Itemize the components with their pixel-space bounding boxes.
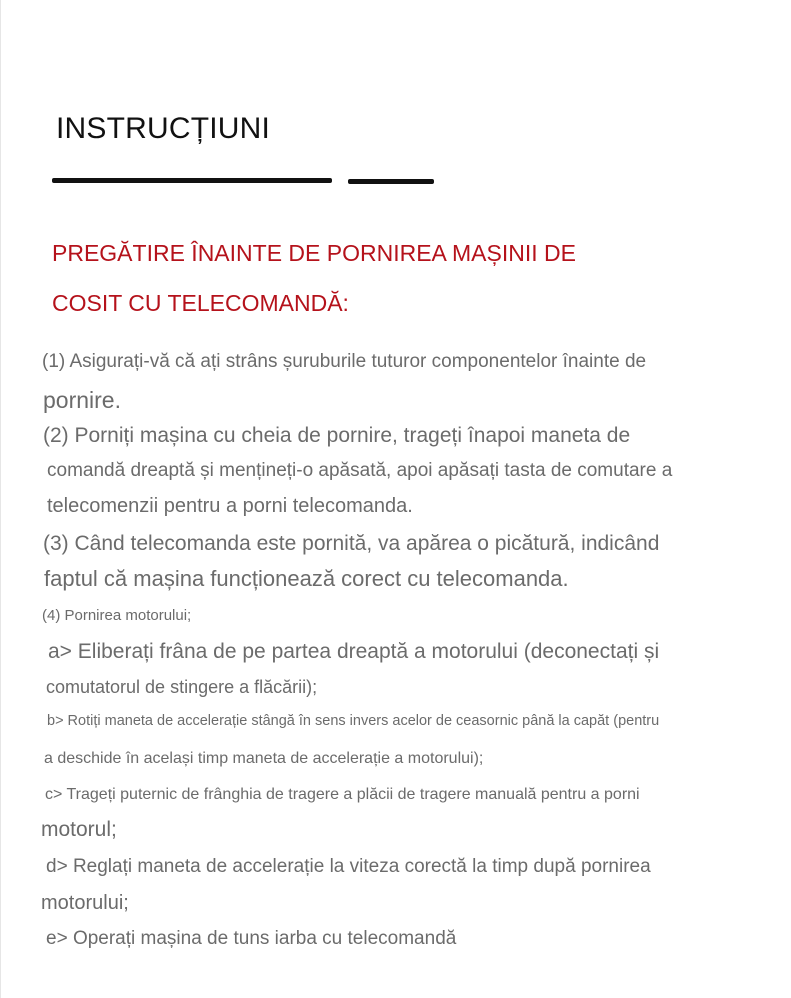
instruction-line: (2) Porniți mașina cu cheia de pornire, trageți înapoi maneta de [43, 424, 631, 447]
instruction-line: a deschide în același timp maneta de accelerație a motorului); [44, 750, 484, 767]
instruction-line: comutatorul de stingere a flăcării); [46, 677, 318, 697]
instruction-line: pornire. [43, 387, 121, 413]
instruction-line: faptul că mașina funcționează corect cu telecomanda. [44, 566, 569, 591]
instruction-line: (1) Asigurați-vă că ați strâns șuruburile tuturor componentelor înainte de [42, 351, 647, 372]
instruction-line: motorul; [41, 818, 117, 841]
instruction-line: b> Rotiți maneta de accelerație stângă în sens invers acelor de ceasornic până la capăt (pentru [47, 713, 660, 729]
instruction-line: a> Eliberați frâna de pe partea dreaptă a motorului (deconectați și [48, 640, 660, 663]
instruction-line: motorului; [41, 892, 129, 914]
title-underline-short [348, 179, 434, 184]
instruction-line: c> Trageți puternic de frânghia de tragere a plăcii de tragere manuală pentru a porni [45, 786, 640, 803]
instruction-line: telecomenzii pentru a porni telecomanda. [47, 495, 413, 517]
title-underline-long [52, 178, 332, 183]
instruction-line: comandă dreaptă și mențineți-o apăsată, apoi apăsați tasta de comutare a [47, 460, 673, 481]
instruction-line: d> Reglați maneta de accelerație la viteza corectă la timp după pornirea [46, 856, 651, 877]
instruction-line: e> Operați mașina de tuns iarba cu telecomandă [46, 928, 457, 949]
section-heading-line-2: COSIT CU TELECOMANDĂ: [52, 290, 349, 316]
page-title: INSTRUCȚIUNI [56, 112, 271, 145]
instruction-line: (4) Pornirea motorului; [42, 607, 192, 624]
instruction-line: (3) Când telecomanda este pornită, va apărea o picătură, indicând [43, 532, 660, 555]
section-heading-line-1: PREGĂTIRE ÎNAINTE DE PORNIREA MAȘINII DE [52, 240, 576, 266]
page-edge [0, 0, 1, 998]
